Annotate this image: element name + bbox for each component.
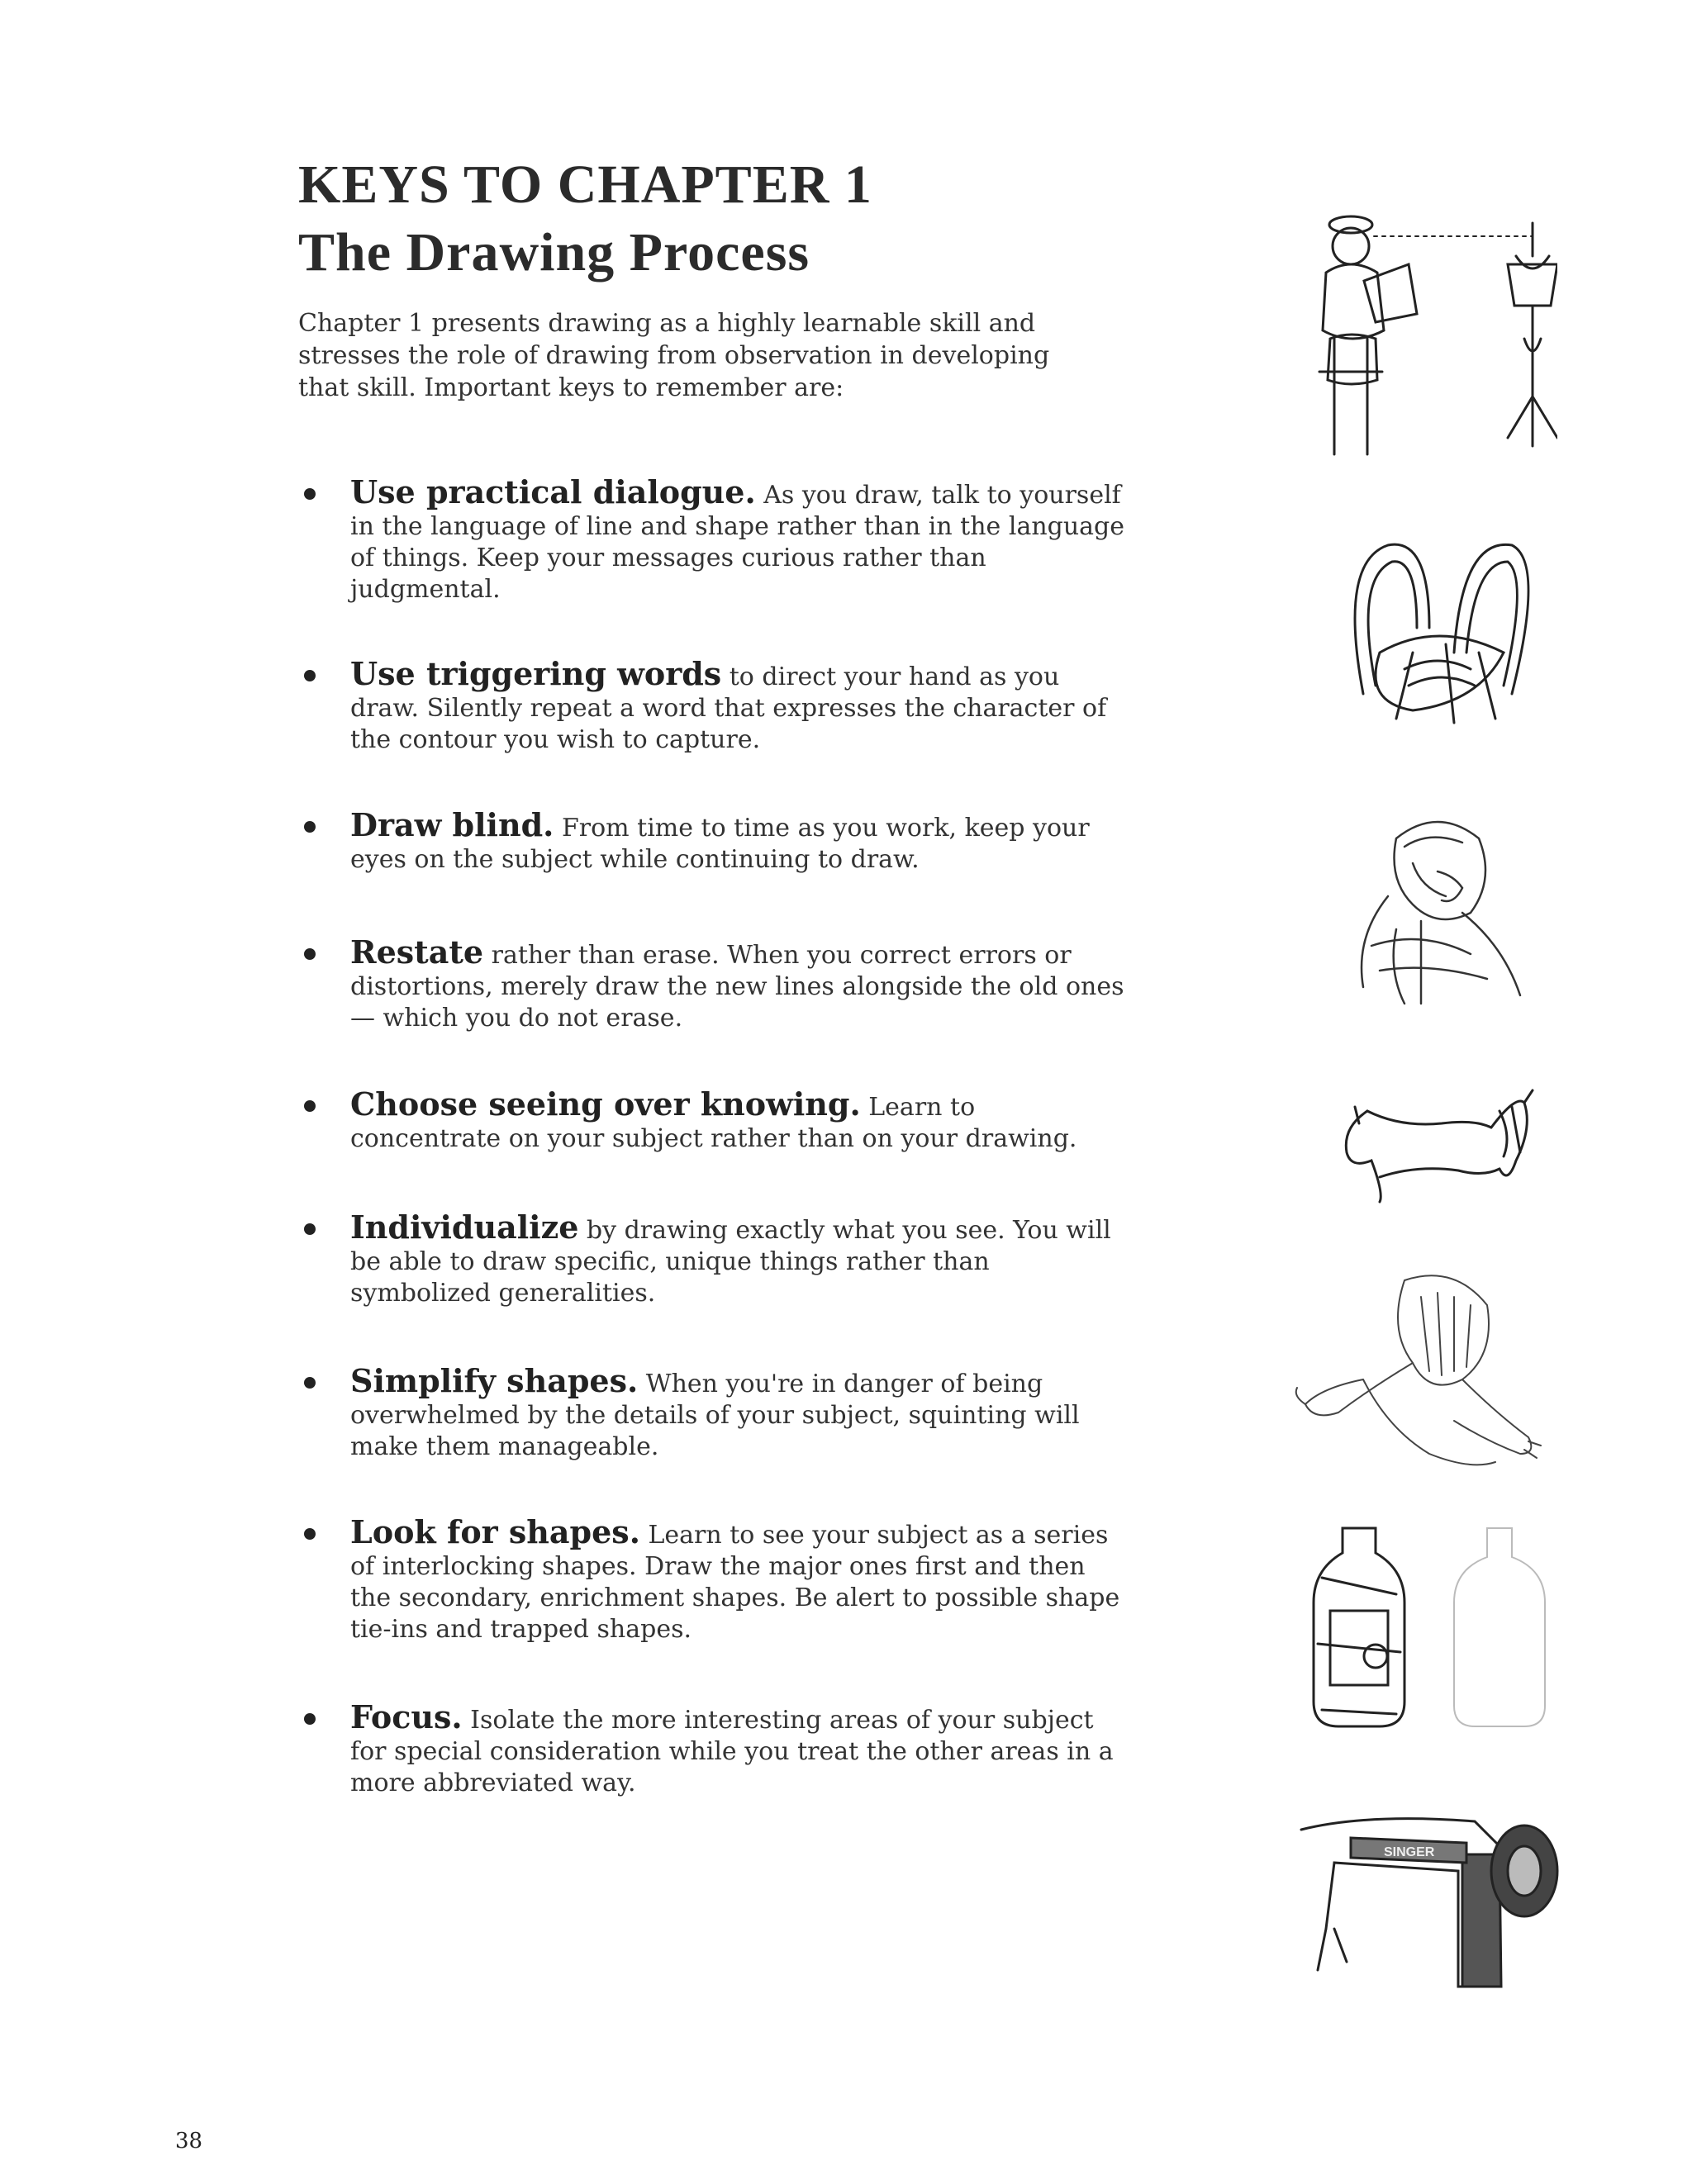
key-heading: Restate xyxy=(350,933,484,971)
bullet-icon xyxy=(304,670,316,681)
key-heading: Simplify shapes. xyxy=(350,1362,639,1399)
bullet-icon xyxy=(304,1223,316,1235)
key-heading: Choose seeing over knowing. xyxy=(350,1085,861,1123)
key-heading: Use practical dialogue. xyxy=(350,473,756,510)
key-heading: Look for shapes. xyxy=(350,1513,640,1550)
key-heading: Use triggering words xyxy=(350,655,722,692)
bentwood-chairs-illustration xyxy=(1330,529,1553,727)
bullet-icon xyxy=(304,1528,316,1540)
intro-paragraph: Chapter 1 presents drawing as a highly learnable skill and stresses the role of drawing from observation in developing that skill. Important keys to remember are: xyxy=(298,309,1050,402)
figure-kneeling-illustration xyxy=(1289,1264,1553,1479)
key-text: Isolate the more interesting areas of your subject for special consideration while you treat the other areas in a more abbreviated way. xyxy=(350,1706,1114,1797)
key-text: When you're in danger of being overwhelmed by the details of your subject, squinting will make them manageable. xyxy=(350,1370,1080,1461)
key-heading: Focus. xyxy=(350,1698,463,1735)
bottles-illustration xyxy=(1297,1520,1561,1735)
key-item-seeing-over-knowing xyxy=(307,1085,1125,1155)
key-text: From time to time as you work, keep your eyes on the subject while continuing to draw. xyxy=(350,814,1090,874)
chapter-subtitle: The Drawing Process xyxy=(298,222,810,282)
key-item-draw-blind xyxy=(307,806,1125,876)
bullet-icon xyxy=(304,1100,316,1112)
sewing-machine-illustration xyxy=(1285,1805,1566,1995)
abstract-contour-illustration xyxy=(1334,1078,1541,1210)
key-text: by drawing exactly what you see. You will be able to draw specific, unique things rather than symbolized generalities. xyxy=(350,1216,1111,1308)
bullet-icon xyxy=(304,1377,316,1389)
key-heading: Individualize xyxy=(350,1208,579,1246)
key-text: As you draw, talk to yourself in the language of line and shape rather than in the language of things. Keep your messages curious rather than judgmental. xyxy=(350,481,1125,604)
bullet-icon xyxy=(304,488,316,500)
person-portrait-illustration xyxy=(1338,805,1537,1012)
chapter-title: KEYS TO CHAPTER 1 xyxy=(298,154,872,215)
key-item-triggering-words xyxy=(307,655,1125,756)
key-item-practical-dialogue xyxy=(307,473,1125,605)
key-text: rather than erase. When you correct errors or distortions, merely draw the new lines alongside the old ones — which you do not erase. xyxy=(350,941,1124,1033)
key-heading: Draw blind. xyxy=(350,806,554,843)
key-item-look-for-shapes xyxy=(307,1513,1125,1645)
key-text: Learn to see your subject as a series of interlocking shapes. Draw the major ones first and then the secondary, enrichment shapes. Be alert to possible shape tie-ins and trapped shapes. xyxy=(350,1521,1120,1644)
singer-label: SINGER xyxy=(1384,1845,1435,1859)
bullet-icon xyxy=(304,948,316,960)
title-block xyxy=(298,151,1248,287)
bullet-icon xyxy=(304,1713,316,1725)
bullet-icon xyxy=(304,821,316,833)
key-item-simplify-shapes xyxy=(307,1362,1125,1463)
key-text: Learn to concentrate on your subject rather than on your drawing. xyxy=(350,1093,1077,1153)
key-text: to direct your hand as you draw. Silently repeat a word that expresses the character of the contour you wish to capture. xyxy=(350,662,1107,754)
page-number: 38 xyxy=(175,2129,203,2153)
artist-sketching-illustration xyxy=(1285,207,1557,471)
key-item-focus xyxy=(307,1698,1125,1799)
key-item-individualize xyxy=(307,1208,1125,1309)
key-item-restate xyxy=(307,933,1125,1034)
